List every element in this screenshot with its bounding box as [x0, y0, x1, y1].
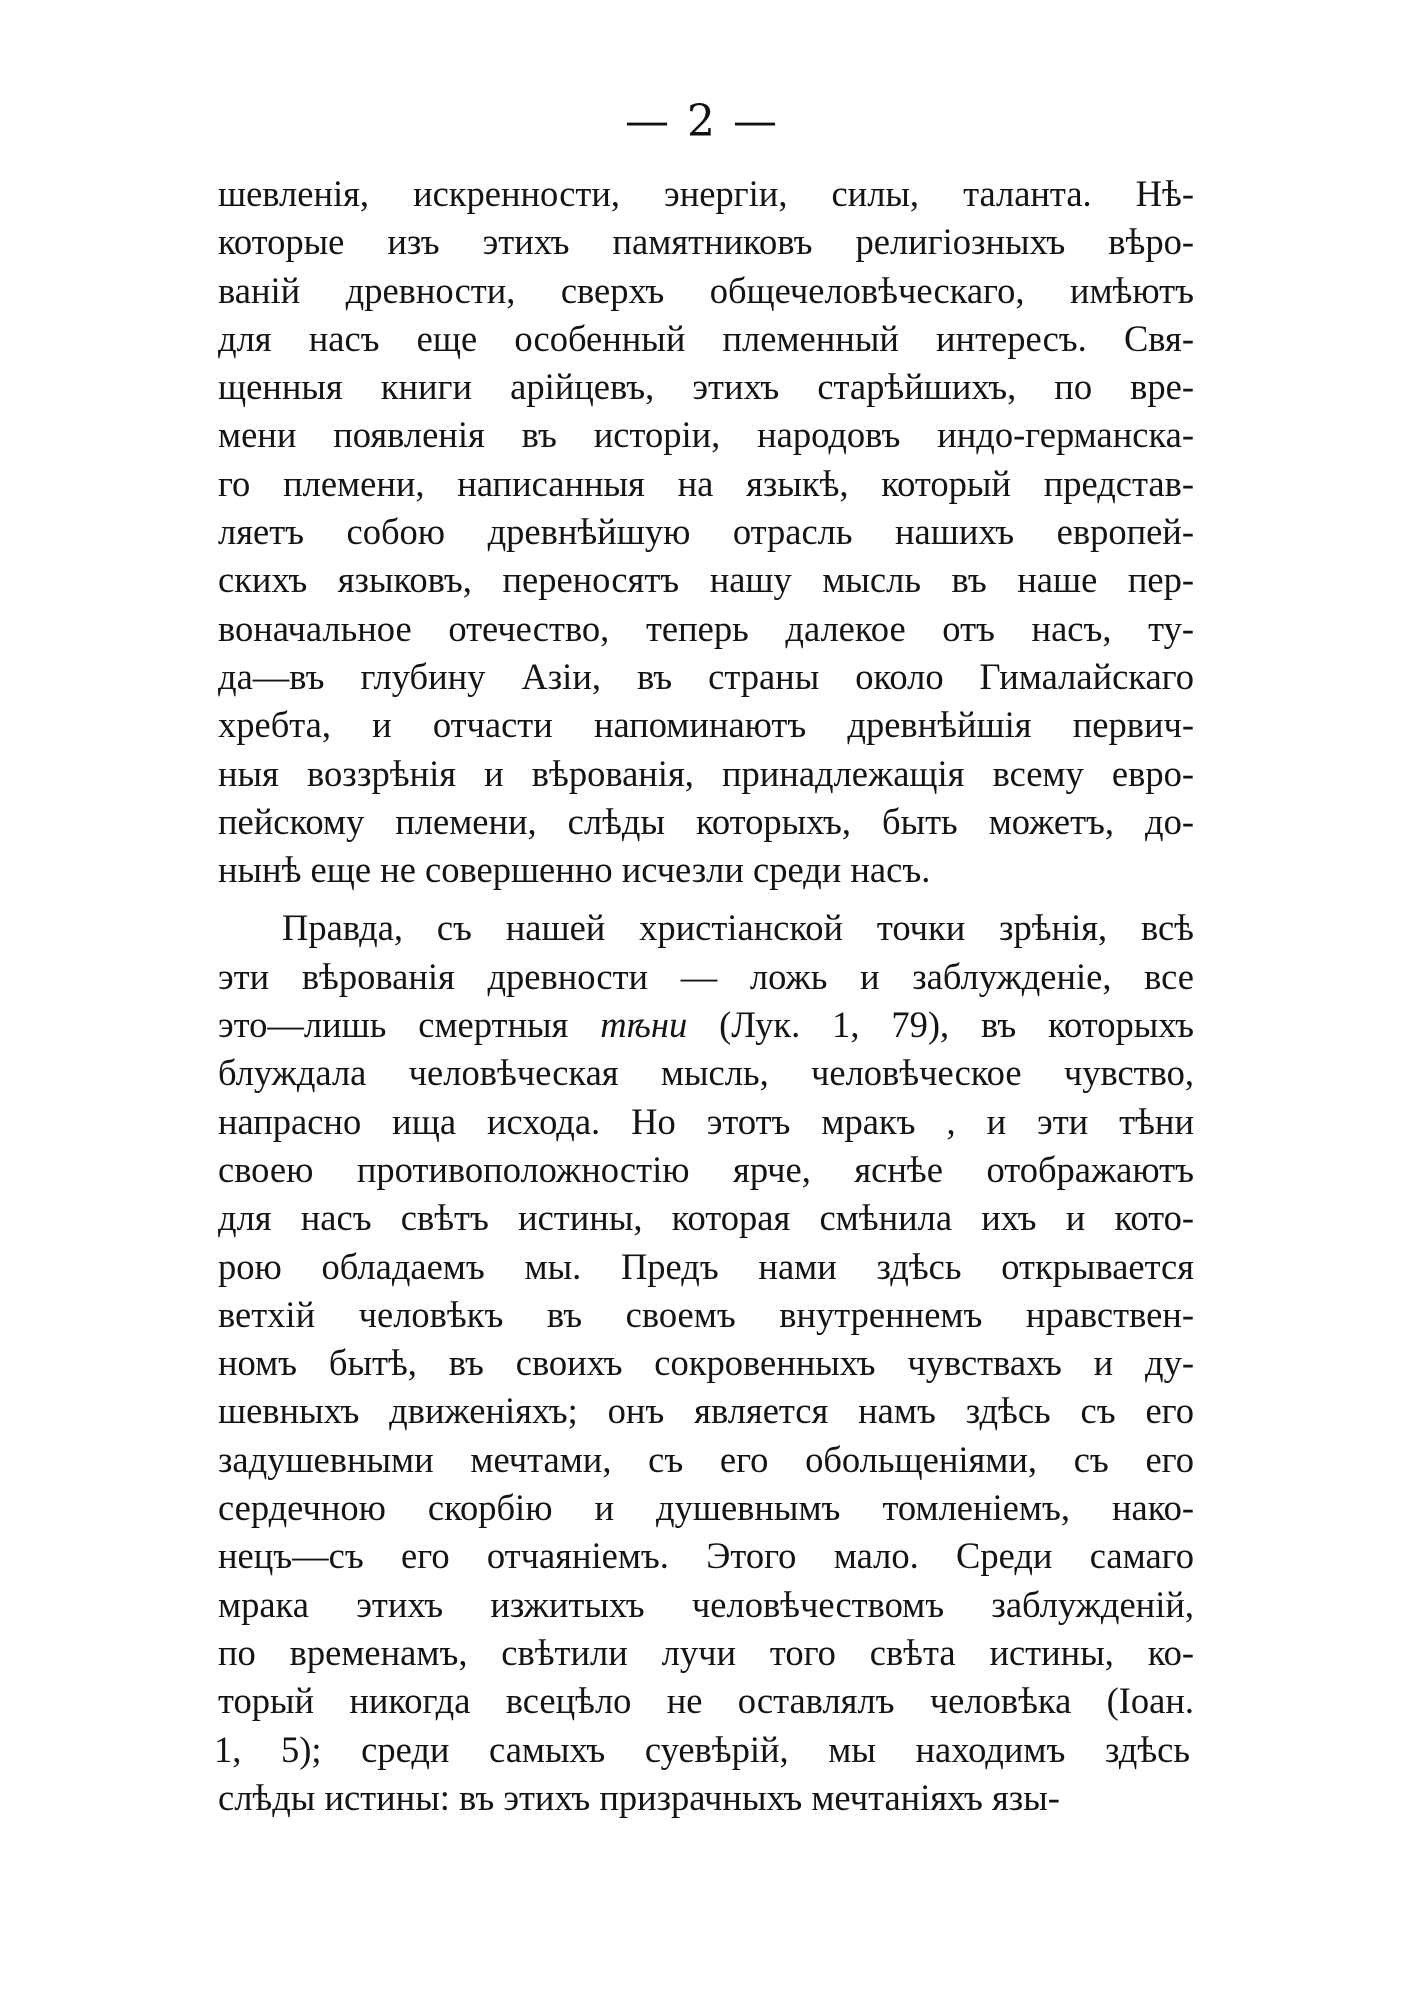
text-line: пейскому племени, слѣды которыхъ, быть можетъ, до- — [218, 800, 1194, 842]
text-segment: (Лук. 1, 79), въ которыхъ — [687, 1004, 1194, 1046]
text-line: го племени, написанныя на языкѣ, который представ- — [218, 462, 1194, 504]
text-line: шевныхъ движеніяхъ; онъ является намъ здѣсь съ его — [218, 1390, 1194, 1432]
text-line: ваній древности, сверхъ общечеловѣческаго, имѣютъ — [218, 269, 1194, 311]
text-line: напрасно ища исхода. Но этотъ мракъ , и эти тѣни — [218, 1100, 1194, 1142]
text-line: ветхій человѣкъ въ своемъ внутреннемъ нравствен- — [218, 1293, 1194, 1335]
text-line: нынѣ еще не совершенно исчезли среди насъ. — [218, 849, 931, 891]
text-line: ныя воззрѣнія и вѣрованія, принадлежащія всему евро- — [218, 752, 1194, 794]
text-line: мени появленія въ исторіи, народовъ индо-германска- — [218, 414, 1194, 456]
text-line: воначальное отечество, теперь далекое отъ насъ, ту- — [218, 607, 1194, 649]
text-line: своею противоположностію ярче, яснѣе отображаютъ — [218, 1148, 1194, 1190]
text-line: задушевными мечтами, съ его обольщеніями, съ его — [218, 1438, 1194, 1480]
body-text — [214, 170, 1194, 1822]
text-line: для насъ еще особенный племенный интересъ. Свя- — [218, 317, 1194, 359]
paragraph-2 — [214, 904, 1194, 1822]
text-line: эти вѣрованія древности — ложь и заблужденіе, все — [218, 955, 1194, 997]
text-line: шевленія, искренности, энергіи, силы, таланта. Нѣ- — [218, 173, 1194, 214]
text-line: мрака этихъ изжитыхъ человѣчествомъ заблужденій, — [218, 1583, 1194, 1625]
text-line: скихъ языковъ, переносятъ нашу мысль въ наше пер- — [218, 559, 1194, 601]
text-line: нецъ—съ его отчаяніемъ. Этого мало. Среди самаго — [218, 1535, 1194, 1577]
text-line: рою обладаемъ мы. Предъ нами здѣсь открывается — [218, 1245, 1194, 1287]
text-line: 1, 5); среди самыхъ суевѣрій, мы находимъ здѣсь — [214, 1728, 1190, 1770]
page-number: — 2 — — [625, 96, 779, 147]
text-line-with-emphasis — [218, 1001, 1194, 1049]
paragraph-1 — [218, 170, 1194, 894]
text-line: слѣды истины: въ этихъ призрачныхъ мечтаніяхъ язы- — [218, 1776, 1060, 1818]
text-line: щенныя книги арійцевъ, этихъ старѣйшихъ, по вре- — [218, 366, 1194, 408]
text-line: по временамъ, свѣтили лучи того свѣта истины, ко- — [218, 1631, 1194, 1673]
text-line: торый никогда всецѣло не оставлялъ человѣка (Іоан. — [218, 1680, 1194, 1722]
text-line: да—въ глубину Азіи, въ страны около Гималайскаго — [218, 655, 1194, 697]
text-line: блуждала человѣческая мысль, человѣческое чувство, — [218, 1052, 1194, 1094]
text-line: хребта, и отчасти напоминаютъ древнѣйшія первич- — [218, 704, 1194, 746]
emphasized-word: тѣни — [600, 1004, 688, 1046]
text-line: для насъ свѣтъ истины, которая смѣнила ихъ и кото- — [218, 1197, 1194, 1239]
text-line: Правда, съ нашей христіанской точки зрѣнія, всѣ — [282, 907, 1194, 949]
text-line: которые изъ этихъ памятниковъ религіозныхъ вѣро- — [218, 221, 1194, 263]
text-line: ляетъ собою древнѣйшую отрасль нашихъ европей- — [218, 511, 1194, 553]
text-segment: это—лишь смертныя — [218, 1004, 601, 1046]
text-line: сердечною скорбію и душевнымъ томленіемъ, нако- — [218, 1487, 1194, 1529]
text-line: номъ бытѣ, въ своихъ сокровенныхъ чувствахъ и ду- — [218, 1342, 1194, 1384]
